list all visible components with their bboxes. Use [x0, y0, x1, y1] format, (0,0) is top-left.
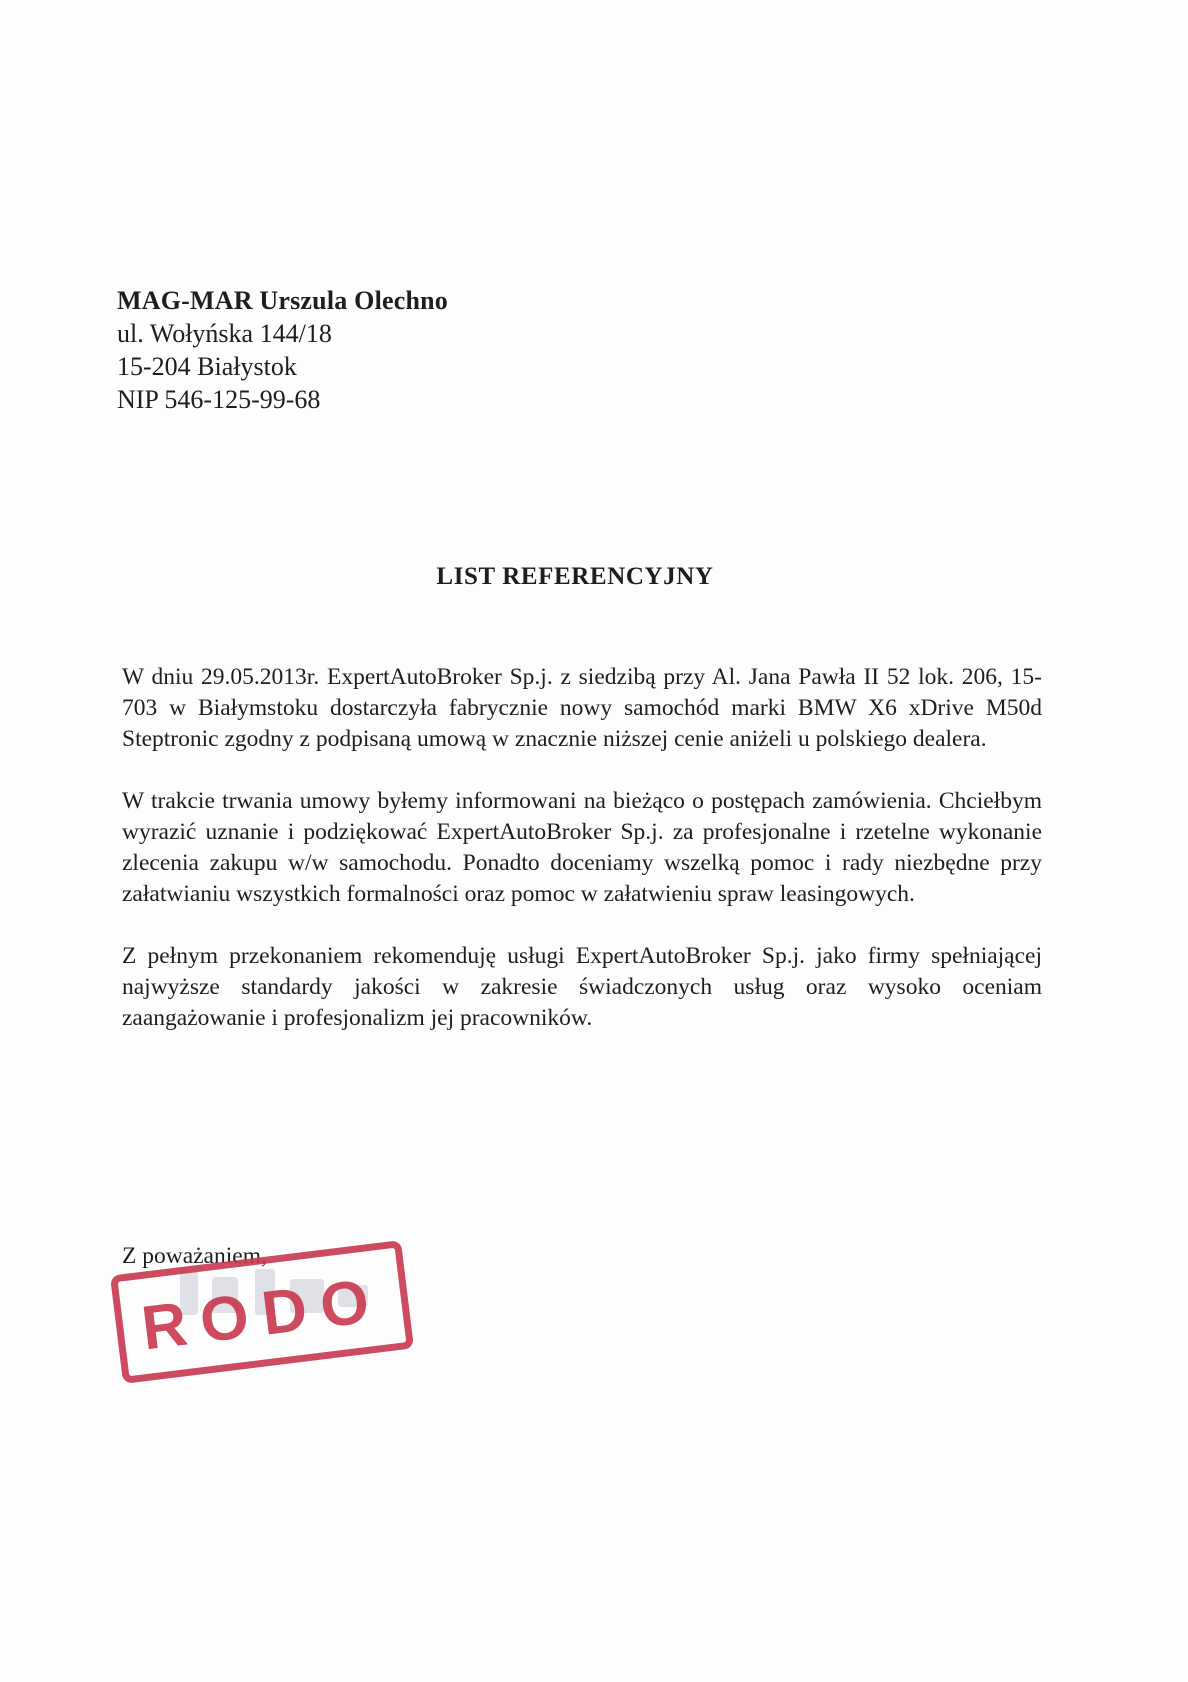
paragraph-2: W trakcie trwania umowy byłemy informowani na bieżąco o postępach zamówienia. Chciełbym wyrazić uznanie i podziękować ExpertAutoBroker Sp.j. za profesjonalne i rzetelne wykonanie zlecenia zakupu w/w samochodu. Ponadto doceniamy wszelką pomoc i rady niezbędne przy załatwianiu wszystkich formalności oraz pomoc w załatwieniu spraw leasingowych.: [122, 788, 1042, 907]
closing-line: Z poważaniem,: [122, 1243, 267, 1269]
paragraph-1: W dniu 29.05.2013r. ExpertAutoBroker Sp.j. z siedzibą przy Al. Jana Pawła II 52 lok. 206, 15-703 w Białymstoku dostarczyła fabrycznie nowy samochód marki BMW X6 xDrive M50d Steptronic zgodny z podpisaną umową w znacznie niższej cenie aniżeli u polskiego dealera.: [122, 664, 1042, 752]
letter-body: [122, 662, 1042, 1065]
sender-nip: NIP 546-125-99-68: [117, 385, 321, 414]
paragraph-3: Z pełnym przekonaniem rekomenduję usługi ExpertAutoBroker Sp.j. jako firmy spełniającej najwyższe standardy jakości w zakresie świadczonych usług oraz wysoko oceniam zaangażowanie i profesjonalizm jej pracowników.: [122, 943, 1042, 1031]
letter-title: LIST REFERENCYJNY: [436, 563, 714, 590]
stamp-text: RODO: [138, 1265, 387, 1364]
sender-company: MAG-MAR Urszula Olechno: [117, 286, 448, 315]
sender-street: ul. Wołyńska 144/18: [117, 319, 332, 348]
sender-city: 15-204 Białystok: [117, 352, 297, 381]
sender-block: [117, 284, 448, 416]
